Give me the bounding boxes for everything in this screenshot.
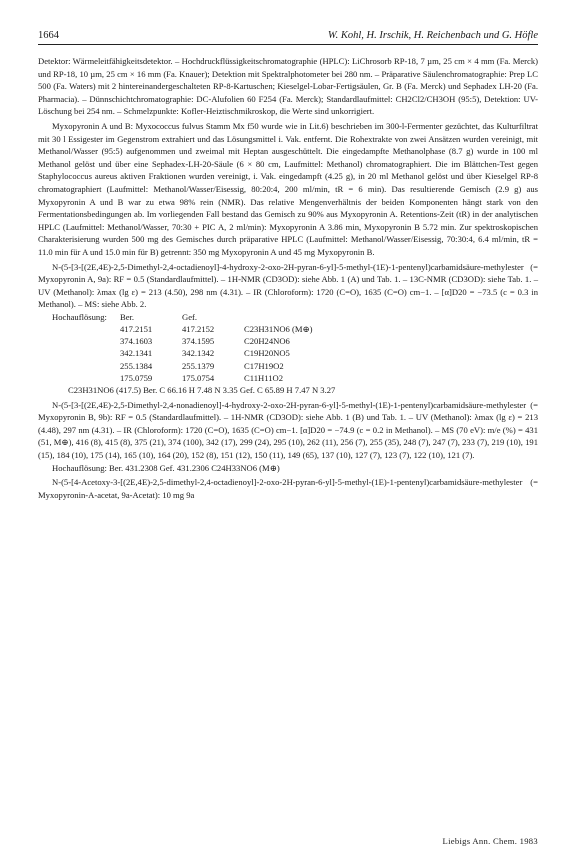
hr-ber: 342.1341 bbox=[120, 348, 153, 359]
paragraph-myxopyronin-isolation: Myxopyronin A und B: Myxococcus fulvus Stamm Mx f50 wurde wie in Lit.6) beschrieben im 300-l-Fermenter gezüchtet, das Kulturfiltrat mit 30 l Essigester im Gegenstrom extrahiert und das Lösungsmittel i. Vak. entfernt. Die Rohextrakte von zwei Ansätzen wurden vereinigt, mit Methanol/Wasser (95:5) aufgenommen und zweimal mit Heptan ausgeschüttelt. Die eingedampfte Methanolphase (8.7 g) wurde in 100 ml Methanol gelöst und über eine Sephadex-LH-20-Säule (6 × 80 cm, Laufmittel: Methanol) chromatographiert. Die im Blättchen-Test gegen Staphylococcus aureus aktiven Fraktionen wurden vereinigt, i. Vak. eingedampft (4.25 g), in 20 ml Methanol gelöst und über Kieselgel RP-8 chromatographiert (Laufmittel: Methanol/Wasser/Eisessig, 80:20:4, 200 ml/min, tR = 6 min). Das resultierende Gemisch (2.9 g) aus Myxopyronin A und B war zu etwa 98% rein (NMR). Das relative Mengenverhältnis der beiden Komponenten hängt stark von den Fermentationsbedingungen ab. Im vorliegenden Fall bestand das Gemisch zu 90% aus Myxopyronin A. Retentions-Zeit (tR) in der analytischen HPLC (Laufmittel: Methanol/Wasser, 70:30 + PIC A, 2 ml/min): Myxopyronin A 3.86 min, Myxopyronin B 5.72 min. Zur spektroskopischen Charakterisierung wurden 500 mg des Gemisches durch präparative HPLC (Laufmittel: Methanol/Wasser/Eisessig, 70:30:4, 6.4 ml/min, tR = 11.0 min für A und 15.0 min für B) getrennt: 350 mg Myxopyronin A und 45 mg Myxopyronin B. bbox=[38, 120, 538, 257]
hr-ber: 374.1603 bbox=[120, 336, 153, 347]
page-header bbox=[38, 30, 538, 45]
hr-gef: 342.1342 bbox=[182, 348, 215, 359]
hr-gef: 417.2152 bbox=[182, 324, 215, 335]
hr-formula: C20H24NO6 bbox=[244, 336, 290, 347]
hr-gef: 175.0754 bbox=[182, 372, 215, 383]
hr-gef: 374.1595 bbox=[182, 336, 215, 347]
table-header-row bbox=[52, 311, 321, 323]
page-number: 1664 bbox=[38, 30, 59, 41]
table-row bbox=[52, 347, 321, 359]
paragraph-myxopyronin-a: N-(5-[3-[(2E,4E)-2,5-Dimethyl-2,4-octadienoyl]-4-hydroxy-2-oxo-2H-pyran-6-yl]-5-methyl-(1E)-1-pentenyl)carbamidsäure-methylester (= Myxopyronin A, 9a): RF = 0.5 (Standardlaufmittel). – 1H-NMR (CD3OD): siehe Abb. 1 (A) und Tab. 1. – 13C-NMR (CD3OD): siehe Tab. 1. – UV (Methanol): λmax (lg ε) = 213 (4.50), 298 nm (4.31). – IR (Chloroform): 1720 (C=O), 1635 (C=O) cm−1. – [α]D20 = −73.5 (c = 0.3 in Methanol). – MS: siehe Abb. 2. bbox=[38, 261, 538, 310]
hr-gef: 255.1379 bbox=[182, 360, 215, 371]
paragraph-methods: Detektor: Wärmeleitfähigkeitsdetektor. – Hochdruckflüssigkeitschromatographie (HPLC): LiChrosorb RP-18, 7 µm, 25 cm × 4 mm (Fa. Merck) und RP-18, 10 µm, 25 cm × 16 mm (Fa. Knauer); Detektion mit Spektralphotometer bei 280 nm. – Präparative Säulenchromatographie: Prep LC 500 (Fa. Waters) mit 2 hintereinandergeschalteten RP-8-Kartuschen; Kieselgel-Lobar-Fertigsäulen, Gr. B (Fa. Merck) und Sephadex LH-20 (Fa. Pharmacia). – Dünnschichtchromatographie: DC-Alufolien 60 F254 (Fa. Merck); Standardlaufmittel: CH2Cl2/CH3OH (95:5), Detektion: UV-Löschung bei 254 nm. – Schmelzpunkte: Kofler-Heiztischmikroskop, die Werte sind unkorrigiert. bbox=[38, 56, 538, 117]
hr-formula: C23H31NO6 (M⊕) bbox=[244, 324, 313, 335]
table-row bbox=[52, 360, 321, 372]
table-row bbox=[52, 323, 321, 335]
hr-ber: 175.0759 bbox=[120, 372, 153, 383]
high-resolution-table bbox=[52, 311, 321, 384]
hr-col-gef: Gef. bbox=[182, 311, 198, 322]
hr-formula: C17H19O2 bbox=[244, 360, 284, 371]
paragraph-acetate: N-(5-[4-Acetoxy-3-[(2E,4E)-2,5-dimethyl-2,4-octadienoyl]-2-oxo-2H-pyran-6-yl]-5-methyl-(1E)-1-pentenyl)carbamidsäure-methylester (= Myxopyronin-A-acetat, 9a-Acetat): 10 mg 9a bbox=[38, 477, 538, 500]
hr-col-ber: Ber. bbox=[120, 311, 135, 322]
hr-label: Hochauflösung: bbox=[52, 311, 107, 322]
paragraph-hr-b: Hochauflösung: Ber. 431.2308 Gef. 431.2306 C24H33NO6 (M⊕) bbox=[52, 462, 280, 473]
hr-formula: C19H20NO5 bbox=[244, 348, 290, 359]
journal-footer: Liebigs Ann. Chem. 1983 bbox=[442, 836, 538, 846]
hr-ber: 417.2151 bbox=[120, 324, 153, 335]
hr-ber: 255.1384 bbox=[120, 360, 153, 371]
elemental-analysis: C23H31NO6 (417.5) Ber. C 66.16 H 7.48 N 3.35 Gef. C 65.89 H 7.47 N 3.27 bbox=[68, 385, 336, 396]
paragraph-myxopyronin-b: N-(5-[3-[(2E,4E)-2,5-Dimethyl-2,4-nonadienoyl]-4-hydroxy-2-oxo-2H-pyran-6-yl]-5-methyl-(1E)-1-pentenyl)carbamidsäure-methylester (= Myxopyronin B, 9b): RF = 0.5 (Standardlaufmittel). – 1H-NMR (CD3OD): siehe Abb. 1 (B) und Tab. 1. – UV (Methanol): λmax (lg ε) = 213 (4.48), 297 nm (4.31). – IR (Chloroform): 1720 (C=O), 1635 (C=O) cm−1. [α]D20 = −74.9 (c = 0.2 in Methanol). – MS (70 eV): m/e (%) = 431 (51, M⊕), 416 (8), 415 (8), 375 (21), 374 (100), 342 (17), 299 (24), 295 (10), 262 (11), 256 (7), 255 (35), 248 (7), 247 (7), 233 (7), 219 (10), 191 (15), 184 (10), 175 (14), 165 (10), 164 (20), 152 (8), 151 (12), 150 (11), 149 (65), 137 (10), 127 (7), 123 (7), 122 (10), 121 (7). bbox=[38, 399, 538, 461]
running-authors: W. Kohl, H. Irschik, H. Reichenbach und G. Höfle bbox=[327, 30, 538, 41]
table-row bbox=[52, 335, 321, 347]
hr-formula: C11H11O2 bbox=[244, 372, 283, 383]
page bbox=[38, 30, 538, 501]
table-row bbox=[52, 372, 321, 384]
